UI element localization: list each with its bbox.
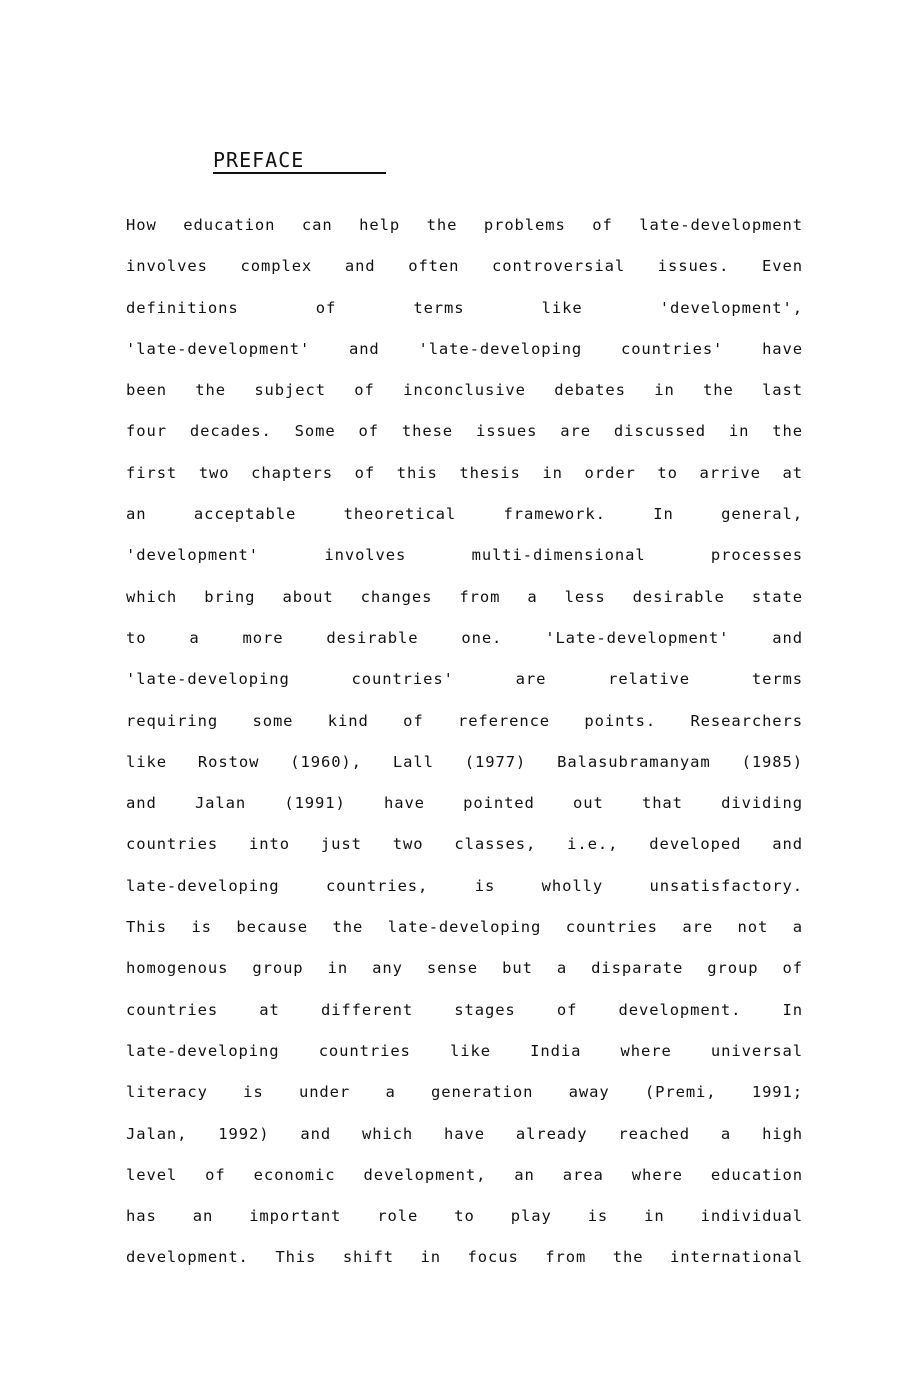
- text-line-2: involves complex and often controversial issues. Even: [126, 257, 803, 276]
- text-line-20: countries at different stages of development. In: [126, 1000, 803, 1019]
- text-line-19: homogenous group in any sense but a disparate group of: [126, 959, 803, 978]
- text-line-18: This is because the late-developing countries are not a: [126, 918, 803, 937]
- text-line-3: definitions of terms like 'development',: [126, 298, 803, 317]
- text-line-13: requiring some kind of reference points. Researchers: [126, 711, 803, 730]
- text-line-10: which bring about changes from a less desirable state: [126, 587, 803, 606]
- text-line-11: to a more desirable one. 'Late-development' and: [126, 628, 803, 647]
- text-line-23: Jalan, 1992) and which have already reached a high: [126, 1124, 803, 1143]
- text-line-14: like Rostow (1960), Lall (1977) Balasubramanyam (1985): [126, 752, 803, 771]
- text-line-12: 'late-developing countries' are relative terms: [126, 670, 803, 689]
- text-line-21: late-developing countries like India where universal: [126, 1041, 803, 1060]
- text-line-5: been the subject of inconclusive debates in the last: [126, 381, 803, 400]
- heading-underline: [213, 172, 386, 174]
- text-line-16: countries into just two classes, i.e., developed and: [126, 835, 803, 854]
- text-line-17: late-developing countries, is wholly unsatisfactory.: [126, 876, 803, 895]
- preface-body: [126, 212, 803, 1286]
- text-line-7: first two chapters of this thesis in order to arrive at: [126, 463, 803, 482]
- text-line-25: has an important role to play is in individual: [126, 1207, 803, 1226]
- page-heading: PREFACE: [213, 148, 305, 172]
- text-line-22: literacy is under a generation away (Premi, 1991;: [126, 1083, 803, 1102]
- text-line-4: 'late-development' and 'late-developing countries' have: [126, 339, 803, 358]
- text-line-8: an acceptable theoretical framework. In general,: [126, 505, 803, 524]
- text-line-26: development. This shift in focus from the international: [126, 1248, 803, 1267]
- text-line-6: four decades. Some of these issues are discussed in the: [126, 422, 803, 441]
- text-line-9: 'development' involves multi-dimensional processes: [126, 546, 803, 565]
- text-line-1: How education can help the problems of late-development: [126, 216, 803, 234]
- text-line-24: level of economic development, an area where education: [126, 1165, 803, 1184]
- text-line-15: and Jalan (1991) have pointed out that dividing: [126, 794, 803, 813]
